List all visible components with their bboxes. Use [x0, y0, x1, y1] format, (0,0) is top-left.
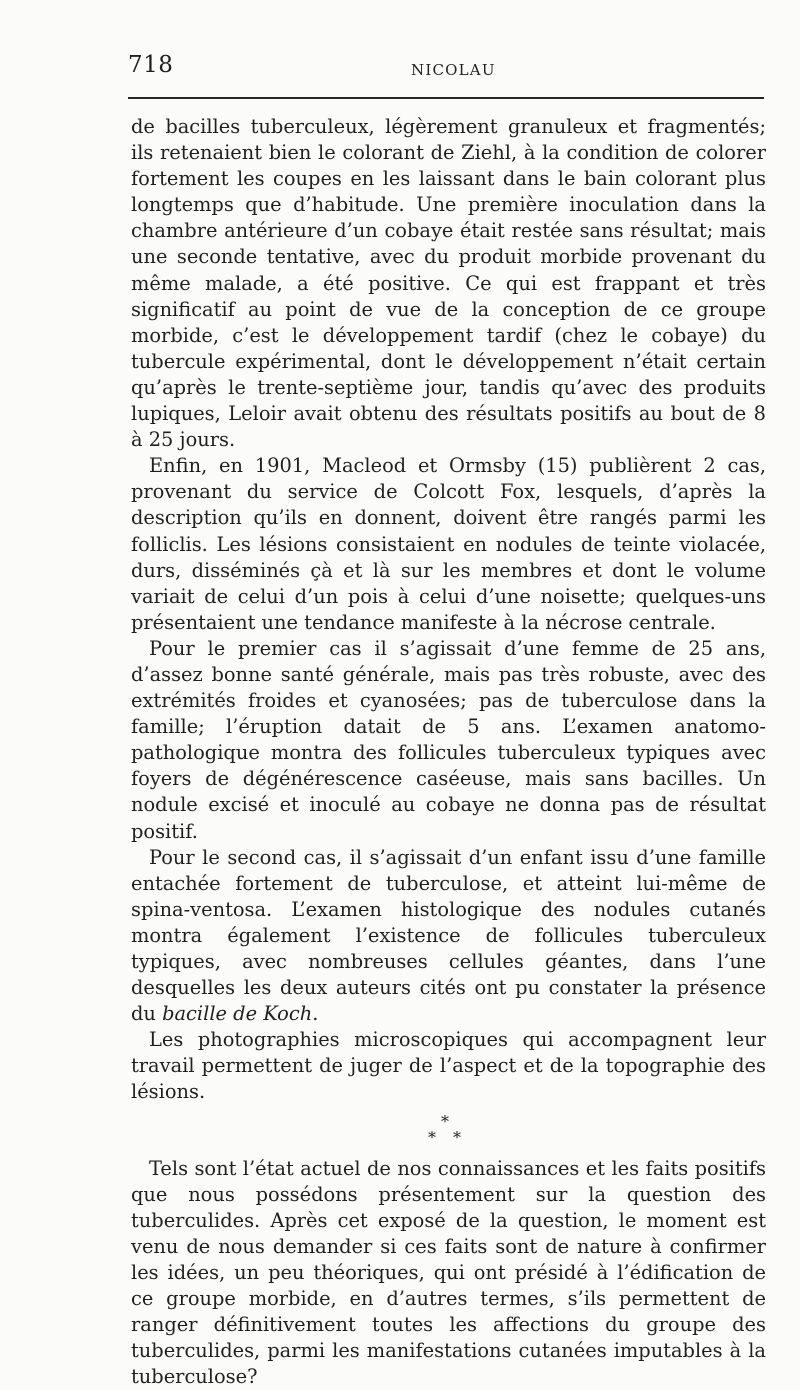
section-separator: [131, 1106, 766, 1156]
header-rule: [128, 97, 764, 99]
separator-star-left: *: [428, 1127, 436, 1147]
main-text: [131, 114, 766, 1390]
paragraph-5: Les photographies microscopiques qui accompagnent leur travail permettent de juger de l’aspect et de la topographie des lésions.: [131, 1028, 766, 1104]
paragraph-2: Enfin, en 1901, Macleod et Ormsby (15) publièrent 2 cas, provenant du service de Colcott Fox, lesquels, d’après la description qu’ils en donnent, doivent être rangés parmi les folliclis. Les lésions consistaient en nodules de teinte violacée, durs, disséminés çà et là sur les membres et dont le volume variait de celui d’un pois à celui d’une noisette; quelques-uns présentaient une tendance manifeste à la nécrose centrale.: [131, 454, 766, 634]
page-number: 718: [128, 52, 174, 78]
italic-bacille-de-koch: bacille de Koch: [162, 1002, 313, 1026]
running-head: NICOLAU: [411, 61, 496, 79]
paragraph-4-text: Pour le second cas, il s’agissait d’un enfant issu d’une famille entachée fortement de tuberculose, et atteint lui-même de spina-ventosa. L’examen histologique des nodules cutanés montra également l’existence de follicules tuberculeux typiques, avec nombreuses cellules géantes, dans l’une desquelles les deux auteurs cités ont pu constater la présence du: [131, 845, 766, 1026]
paragraph-3: Pour le premier cas il s’agissait d’une femme de 25 ans, d’assez bonne santé générale, mais pas très robuste, avec des extrémités froides et cyanosées; pas de tuberculose dans la famille; l’éruption datait de 5 ans. L’examen anatomo-pathologique montra des follicules tuberculeux typiques avec foyers de dégénérescence caséeuse, mais sans bacilles. Un nodule excisé et inoculé au cobaye ne donna pas de résultat positif.: [131, 636, 766, 843]
separator-star-top: *: [441, 1111, 449, 1131]
paragraph-4: [131, 845, 766, 1028]
separator-star-right: *: [453, 1127, 461, 1147]
paragraph-6: Tels sont l’état actuel de nos connaissances et les faits positifs que nous possédons présentement sur la question des tuberculides. Après cet exposé de la question, le moment est venu de nous demander si ces faits sont de nature à confirmer les idées, un peu théoriques, qui ont présidé à l’édification de ce groupe morbide, en d’autres termes, s’ils permettent de ranger définitivement toutes les affections du groupe des tuberculides, parmi les manifestations cutanées imputables à la tuberculose?: [131, 1156, 766, 1389]
paragraph-1: de bacilles tuberculeux, légèrement granuleux et fragmentés; ils retenaient bien le colorant de Ziehl, à la condition de colorer fortement les coupes en les laissant dans le bain colorant plus longtemps que d’habitude. Une première inoculation dans la chambre antérieure d’un cobaye était restée sans résultat; mais une seconde tentative, avec du produit morbide provenant du même malade, a été positive. Ce qui est frappant et très significatif au point de vue de la conception de ce groupe morbide, c’est le développement tardif (chez le cobaye) du tubercule expérimental, dont le développement n’était certain qu’après le trente-septième jour, tandis qu’avec des produits lupiques, Leloir avait obtenu des résultats positifs au bout de 8 à 25 jours.: [131, 115, 766, 452]
paragraph-4-period: .: [312, 1002, 319, 1026]
